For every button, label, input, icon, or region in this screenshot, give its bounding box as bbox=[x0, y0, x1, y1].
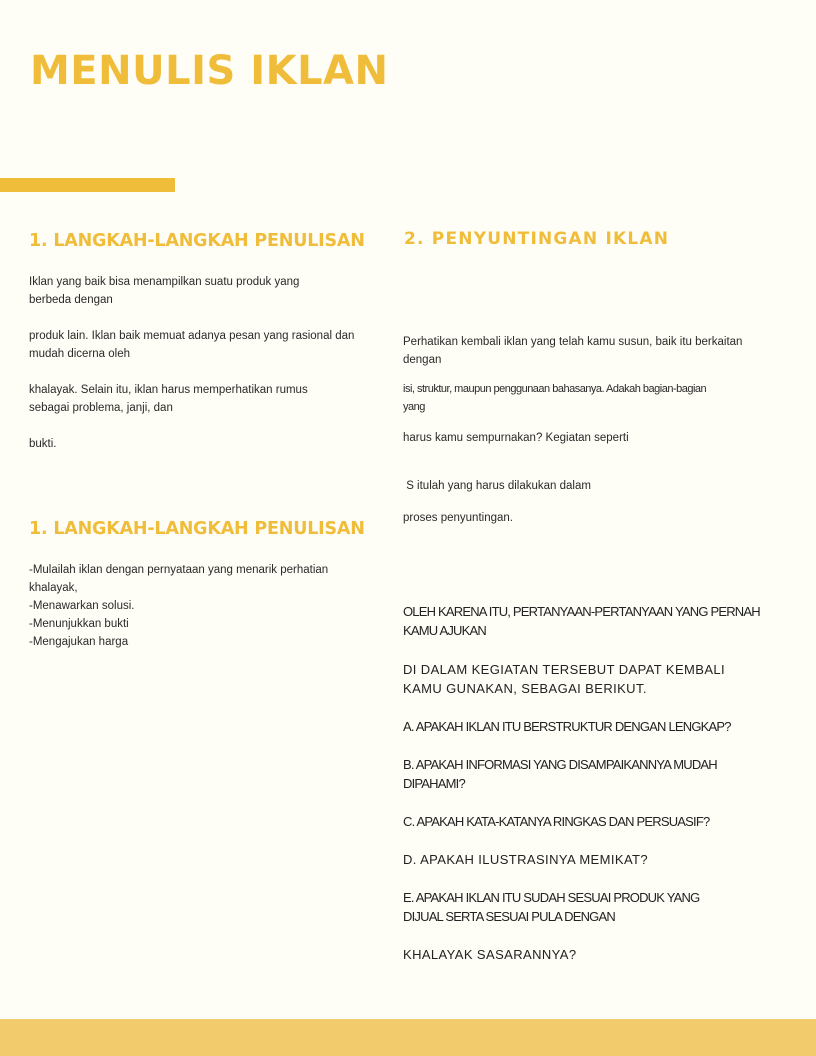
list-item: -Menunjukkan bukti bbox=[29, 618, 129, 630]
section-heading-penyuntingan: 2. PENYUNTINGAN IKLAN bbox=[404, 229, 670, 249]
paragraph-penyuntingan-1: Perhatikan kembali iklan yang telah kamu susun, baik itu berkaitan dengan bbox=[403, 336, 743, 366]
list-item: -Mulailah iklan dengan pernyataan yang menarik perhatian khalayak, bbox=[29, 564, 329, 594]
section-heading-langkah: 1. LANGKAH-LANGKAH PENULISAN bbox=[29, 231, 365, 251]
list-item: -Mengajukan harga bbox=[29, 636, 129, 648]
question-e: E. APAKAH IKLAN ITU SUDAH SESUAI PRODUK YANG DIJUAL SERTA SESUAI PULA DENGAN bbox=[403, 890, 700, 924]
question-a: A. APAKAH IKLAN ITU BERSTRUKTUR DENGAN LENGKAP? bbox=[403, 719, 731, 734]
question-d: D. APAKAH ILUSTRASINYA MEMIKAT? bbox=[403, 852, 649, 867]
paragraph-penyuntingan-2: isi, struktur, maupun penggunaan bahasanya. Adakah bagian-bagian yang bbox=[403, 383, 707, 413]
page-title: MENULIS IKLAN bbox=[30, 48, 389, 94]
question-intro-1: OLEH KARENA ITU, PERTANYAAN-PERTANYAAN YANG PERNAH KAMU AJUKAN bbox=[403, 604, 760, 638]
footer-band bbox=[0, 1019, 816, 1056]
question-intro-2: DI DALAM KEGIATAN TERSEBUT DAPAT KEMBALI KAMU GUNAKAN, SEBAGAI BERIKUT. bbox=[403, 662, 726, 696]
steps-list bbox=[29, 561, 374, 651]
paragraph-penyuntingan-5: proses penyuntingan. bbox=[403, 512, 513, 524]
section-heading-langkah-2: 1. LANGKAH-LANGKAH PENULISAN bbox=[29, 519, 365, 539]
list-item: -Menawarkan solusi. bbox=[29, 600, 135, 612]
question-c: C. APAKAH KATA-KATANYA RINGKAS DAN PERSUASIF? bbox=[403, 814, 710, 829]
paragraph-langkah-1: Iklan yang baik bisa menampilkan suatu produk yang berbeda dengan bbox=[29, 276, 300, 306]
paragraph-langkah-4: bukti. bbox=[29, 438, 57, 450]
question-b: B. APAKAH INFORMASI YANG DISAMPAIKANNYA MUDAH DIPAHAMI? bbox=[403, 757, 717, 791]
accent-bar bbox=[0, 178, 175, 192]
paragraph-langkah-2: produk lain. Iklan baik memuat adanya pesan yang rasional dan mudah dicerna oleh bbox=[29, 330, 355, 360]
paragraph-penyuntingan-4: S itulah yang harus dilakukan dalam bbox=[403, 480, 591, 492]
paragraph-langkah-3: khalayak. Selain itu, iklan harus memperhatikan rumus sebagai problema, janji, dan bbox=[29, 384, 308, 414]
paragraph-penyuntingan-3: harus kamu sempurnakan? Kegiatan seperti bbox=[403, 432, 629, 444]
question-e-continued: KHALAYAK SASARANNYA? bbox=[403, 947, 577, 962]
